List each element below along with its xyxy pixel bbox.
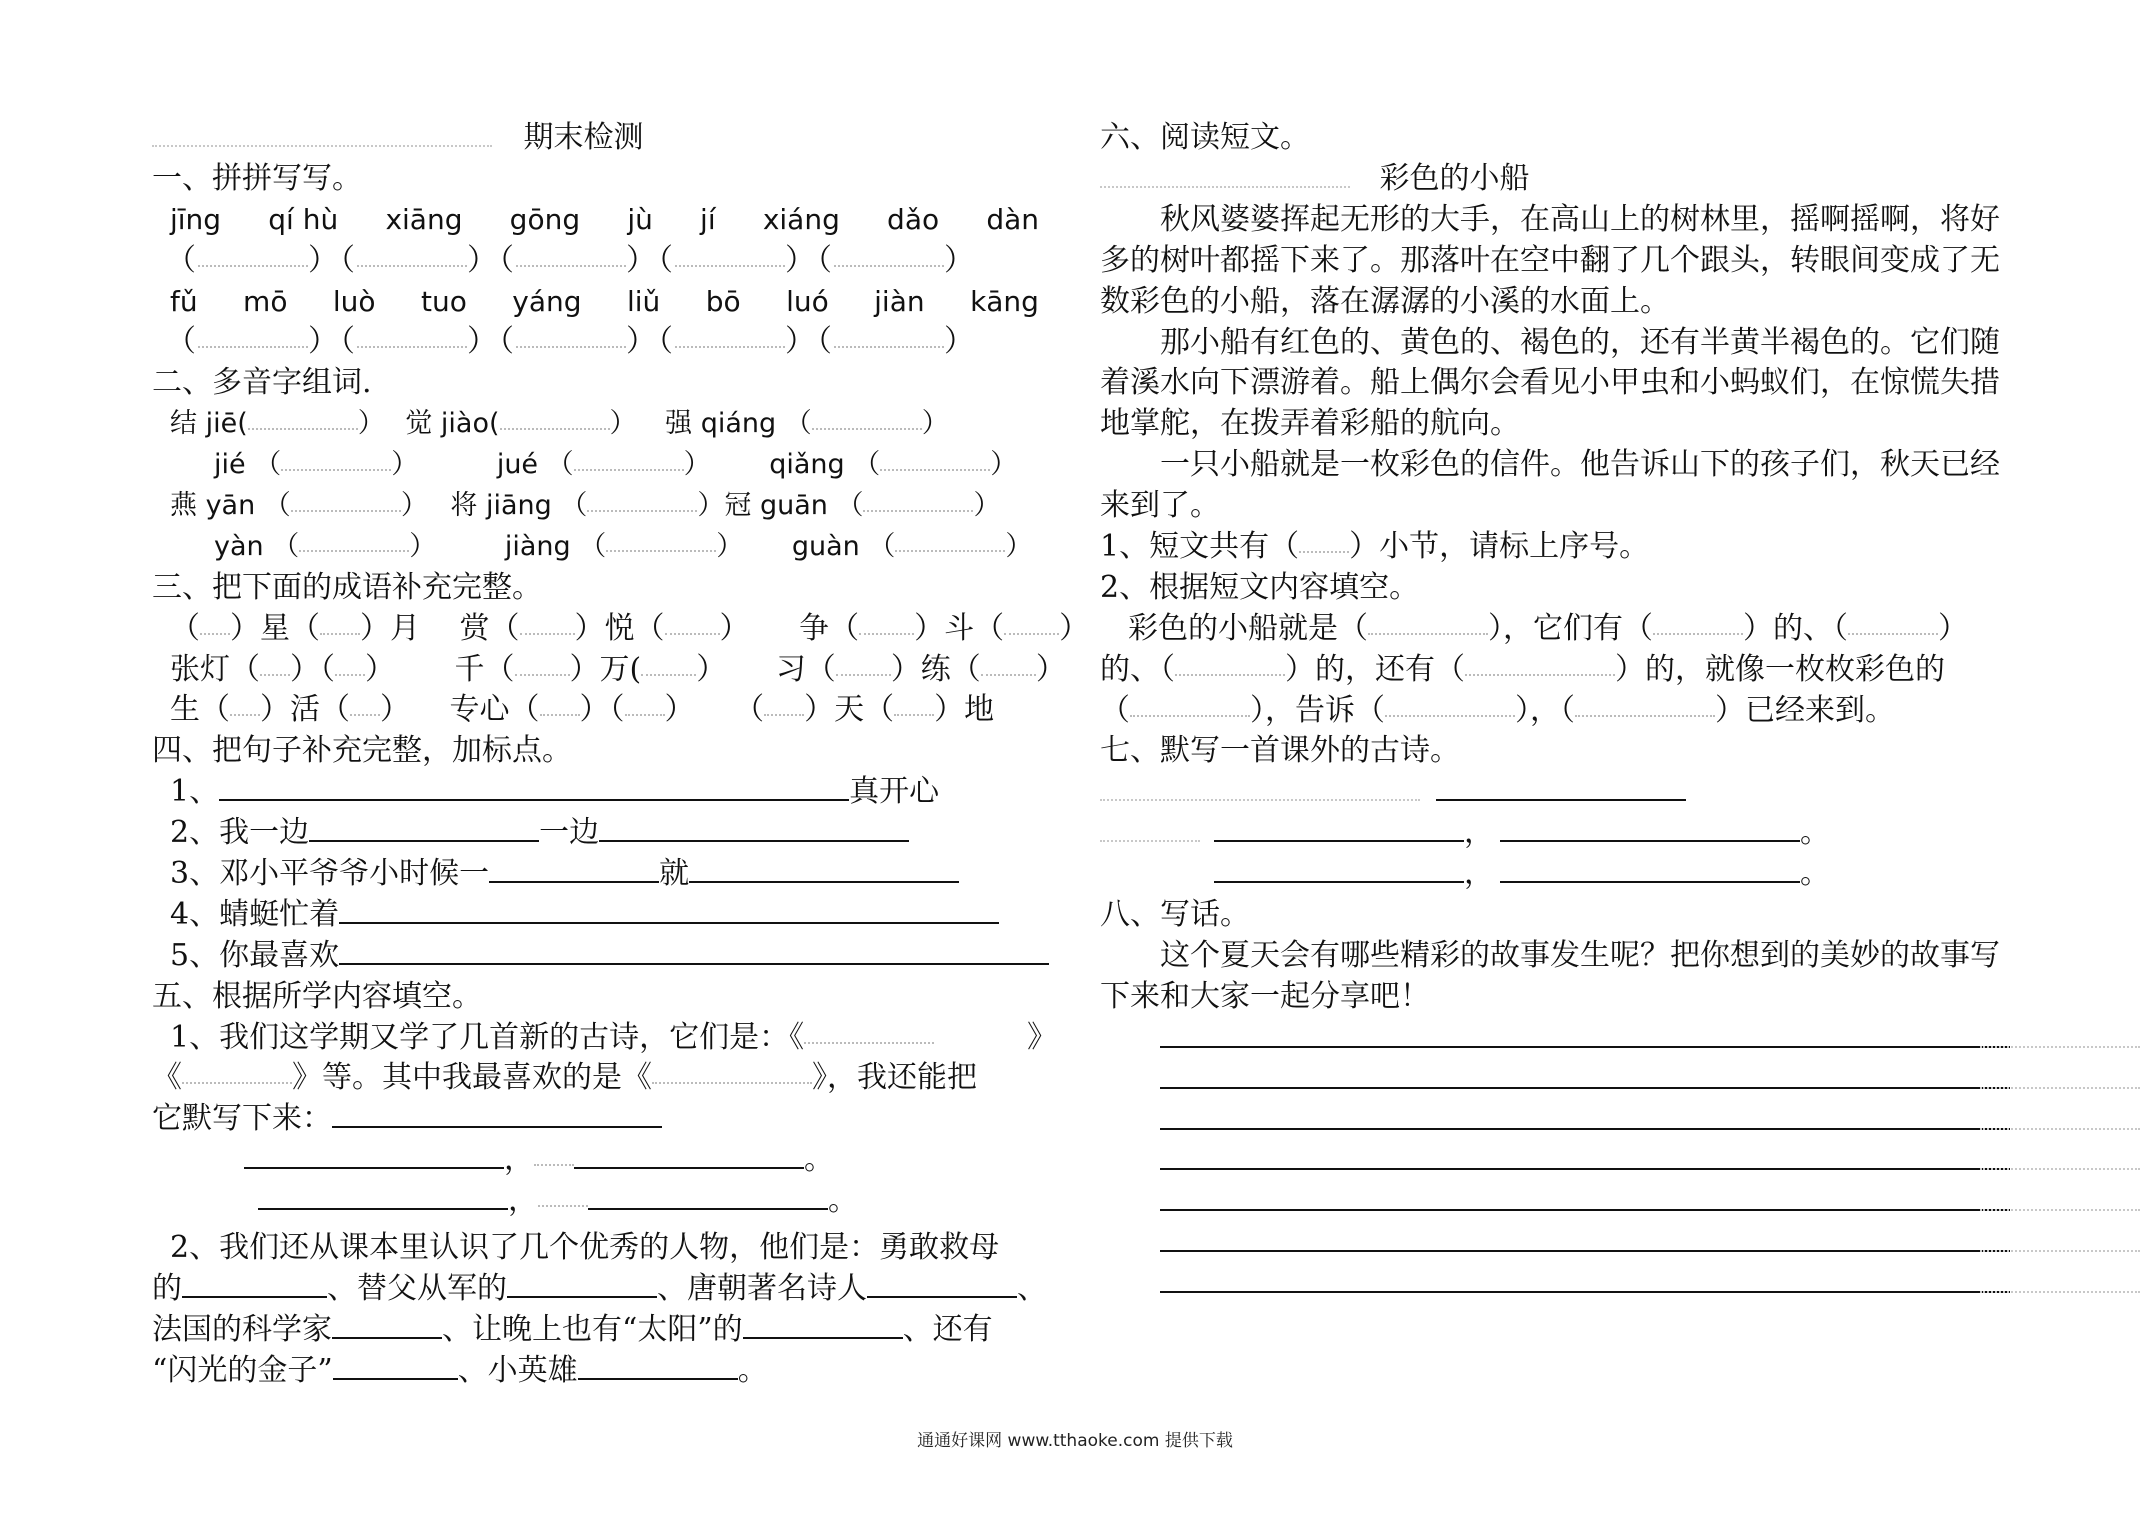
pinyin-item: luó [786,284,829,318]
writing-line[interactable] [1100,1140,2010,1181]
section-5-heading: 五、根据所学内容填空。 [152,978,482,1014]
answer-parens-row-2[interactable]: （ ）（ ）（ ）（ ）（ ） [166,324,976,360]
writing-line[interactable] [1100,1059,2010,1100]
pinyin-item: yáng [512,284,582,318]
story-title: 彩色的小船 [1379,160,1530,196]
polyphone-row-1: 结 jiē( ） 觉 jiào( ） 强 qiáng （ ） [170,408,949,440]
people-question-line-1: 2、我们还从课本里认识了几个优秀的人物，他们是：勇敢救母 [170,1230,1000,1266]
polyphone-label: qiǎng [769,449,845,481]
polyphone-label: yàn [214,530,264,562]
writing-prompt: 这个夏天会有哪些精彩的故事发生呢？把你想到的美妙的故事写下来和大家一起分享吧！ [1100,937,2000,1014]
polyphone-label: 强 qiáng [665,408,777,440]
polyphone-label: jiàng [504,530,571,562]
section-8-heading: 八、写话。 [1100,897,1250,933]
story-title-line [1100,159,2010,200]
idiom-row-1[interactable]: （ ）星（ ）月 赏（ ）悦（ ） 争（ ）斗（ ） [170,610,1090,646]
pinyin-item: jí [700,202,716,236]
polyphone-label: guàn [791,530,860,562]
writing-line[interactable] [1100,1181,2010,1222]
pinyin-item: luò [332,284,376,318]
title-line [152,118,1057,159]
pinyin-item: bō [705,284,741,318]
poem-question-line-2[interactable]: 《 》等。其中我最喜欢的是《 》，我还能把 [152,1060,977,1096]
dotted-leader [1100,172,1350,188]
people-question-line-4[interactable]: “闪光的金子” 、小英雄 。 [152,1352,768,1388]
sentence-2[interactable]: 2、我一边 一边 [152,813,1057,854]
pinyin-item: dàn [986,202,1039,236]
story-paragraph-1: 秋风婆婆挥起无形的大手，在高山上的树林里，摇啊摇啊，将好多的树叶都摇下来了。那落叶在空中翻了几个跟头，转眼间变成了无数彩色的小船，落在潺潺的小溪的水面上。 [1100,201,2000,319]
sentence-1[interactable]: 1、 真开心 [170,774,940,810]
pinyin-item: fǔ [170,284,198,318]
answer-parens-row-1[interactable]: （ ）（ ）（ ）（ ）（ ） [166,242,976,278]
polyphone-label: 燕 yān [170,490,256,522]
sentence-4[interactable]: 4、蜻蜓忙着 [152,895,1057,936]
poem-question-line-3[interactable]: 它默写下来： [152,1099,1057,1140]
writing-line[interactable] [1100,1100,2010,1141]
extra-poem-line-2[interactable]: ， 。 [1100,854,2010,895]
left-column [152,118,1090,1392]
section-1-heading: 一、拼拼写写。 [152,160,362,196]
polyphone-label: 结 jiē( [170,408,248,440]
idiom-row-2[interactable]: 张灯（ ）（ ） 千（ ）万( ） 习（ ）练（ ） [170,651,1066,687]
dotted-leader [152,131,492,147]
writing-line[interactable] [1100,1018,2010,1059]
idiom-row-3[interactable]: 生（ ）活（ ） 专心（ ）（ ） （ ）天（ ）地 [170,692,995,728]
extra-poem-title-line[interactable] [1100,772,2010,813]
story-paragraph-3: 一只小船就是一枚彩色的信件。他告诉山下的孩子们，秋天已经来到了。 [1100,447,2000,524]
reading-question-2: 2、根据短文内容填空。 [1100,569,1420,605]
pinyin-item: tuo [420,284,467,318]
polyphone-label: jué [496,449,539,481]
polyphone-row-2: jié （ ） jué （ ） qiǎng （ ） [214,449,1018,481]
people-question-line-2[interactable]: 的 、替父从军的 、唐朝著名诗人 、 [152,1270,1047,1306]
pinyin-item: kāng [970,284,1039,318]
people-question-line-3[interactable]: 法国的科学家 、让晚上也有“太阳”的 、还有 [152,1311,993,1347]
writing-line[interactable] [1100,1222,2010,1263]
story-paragraph-2: 那小船有红色的、黄色的、褐色的，还有半黄半褐色的。它们随着溪水向下漂游着。船上偶尔会看见小甲虫和小蚂蚁们，在惊慌失措地掌舵，在拨弄着彩船的航向。 [1100,324,2000,442]
reading-fill-line-2[interactable]: 的、（ ）的，还有（ ）的，就像一枚枚彩色的 [1100,651,1945,687]
pinyin-item: jiàn [874,284,925,318]
writing-line[interactable] [1100,1263,2010,1304]
pinyin-item: xiāng [385,202,463,236]
polyphone-row-4: yàn （ ） jiàng （ ） guàn （ ） [214,530,1033,562]
sentence-5[interactable]: 5、你最喜欢 [152,936,1057,977]
pinyin-item: qí hù [268,202,339,236]
pinyin-row-1 [152,200,1057,241]
footer-credit: 通通好课网 www.tthaoke.com 提供下载 [917,1431,1233,1451]
section-2-heading: 二、多音字组词. [152,365,372,401]
right-column [1100,118,2010,1304]
pinyin-item: xiáng [762,202,840,236]
polyphone-label: 觉 jiào( [405,408,500,440]
section-4-heading: 四、把句子补充完整，加标点。 [152,733,572,769]
section-3-heading: 三、把下面的成语补充完整。 [152,569,542,605]
polyphone-label: 将 jiāng [450,490,552,522]
writing-area[interactable] [1100,1018,2010,1304]
pinyin-item: liǔ [626,284,661,318]
reading-question-1[interactable]: 1、短文共有（ ）小节，请标上序号。 [1100,529,1650,565]
reading-fill-line-1[interactable]: 彩色的小船就是（ ），它们有（ ）的、（ ） [1128,610,1968,646]
page-title: 期末检测 [523,120,644,155]
extra-poem-line-1[interactable]: ， 。 [1100,813,2010,854]
polyphone-label: 冠 guān [724,490,828,522]
pinyin-item: mō [243,284,288,318]
section-6-heading: 六、阅读短文。 [1100,120,1310,155]
poem-recite-line-2[interactable]: ， 。 [152,1181,1057,1222]
poem-question-line-1[interactable]: 1、我们这学期又学了几首新的古诗，它们是：《 》 [170,1019,1057,1055]
sentence-3[interactable]: 3、邓小平爷爷小时候一 就 [152,854,1057,895]
polyphone-label: jié [214,449,246,481]
pinyin-item: gōng [509,202,581,236]
pinyin-row-2 [152,282,1057,323]
pinyin-item: jù [627,202,653,236]
reading-fill-line-3[interactable]: （ ），告诉（ ），（ ）已经来到。 [1100,692,1895,728]
polyphone-row-3: 燕 yān （ ） 将 jiāng （ ）冠 guān （ ） [170,490,1001,522]
poem-recite-line-1[interactable]: ， 。 [152,1140,1057,1181]
pinyin-item: jīng [170,202,222,236]
pinyin-item: dǎo [887,202,940,236]
section-7-heading: 七、默写一首课外的古诗。 [1100,733,1460,769]
